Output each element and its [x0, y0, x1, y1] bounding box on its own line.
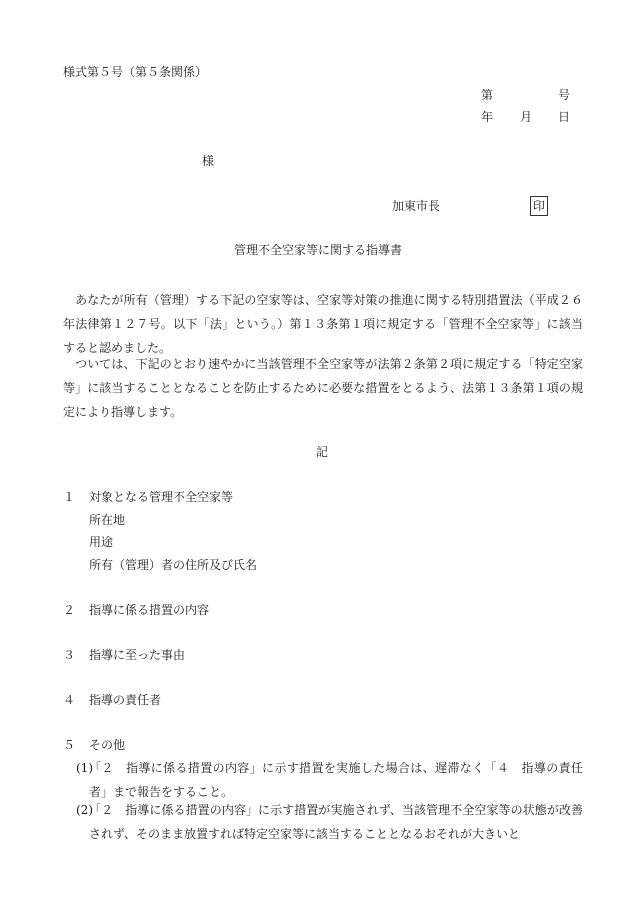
item-3-label: 指導に至った事由 — [89, 648, 186, 662]
item-2-number: ２ — [63, 603, 76, 617]
document-title: 管理不全空家等に関する指導書 — [234, 243, 403, 257]
item-5-number: ５ — [63, 738, 76, 752]
body-paragraph-2: ついては、下記のとおり速やかに当該管理不全空家等が法第２条第２項に規定する「特定空家等」に該当することとなることを防止するために必要な措置をとるよう、法第１３条第１項の規定により指導します。 — [63, 357, 583, 419]
ki-heading: 記 — [316, 445, 329, 459]
item-1-number: １ — [63, 490, 76, 504]
item-5-sub-2-text: 「２ 指導に係る措置の内容」に示す措置が実施されず、当該管理不全空家等の状態が改善されず、そのまま放置すれば特定空家等に該当することとなるおそれが大きいと — [89, 803, 583, 841]
date-month: 月 — [520, 110, 533, 124]
seal-mark: 印 — [530, 196, 548, 216]
issuer-name: 加東市長 — [392, 199, 441, 213]
item-4-label: 指導の責任者 — [89, 693, 162, 707]
item-1-sub-owner: 所有（管理）者の住所及び氏名 — [89, 558, 258, 572]
item-5-sub-2-number: (2) — [76, 803, 93, 817]
number-suffix: 号 — [558, 88, 571, 102]
item-3-number: ３ — [63, 648, 76, 662]
item-5-sub-1-text: 「２ 指導に係る措置の内容」に示す措置を実施した場合は、遅滞なく「４ 指導の責任者」まで報告をすること。 — [89, 761, 583, 799]
item-1-label: 対象となる管理不全空家等 — [89, 490, 234, 504]
item-1-sub-use: 用途 — [89, 535, 114, 549]
date-day: 日 — [558, 110, 571, 124]
item-4-number: ４ — [63, 693, 76, 707]
item-1-sub-location: 所在地 — [89, 513, 126, 527]
item-2-label: 指導に係る措置の内容 — [89, 603, 210, 617]
addressee-suffix: 様 — [202, 154, 215, 168]
form-label: 様式第５号（第５条関係） — [63, 65, 208, 79]
body-paragraph-1: あなたが所有（管理）する下記の空家等は、空家等対策の推進に関する特別措置法（平成２６年法律第１２７号。以下「法」という。）第１３条第１項に規定する「管理不全空家等」に該当すると認めました。 — [63, 293, 583, 355]
date-year: 年 — [481, 110, 494, 124]
item-5-label: その他 — [89, 738, 126, 752]
item-5-sub-1-number: (1) — [76, 761, 93, 775]
number-prefix: 第 — [481, 88, 494, 102]
